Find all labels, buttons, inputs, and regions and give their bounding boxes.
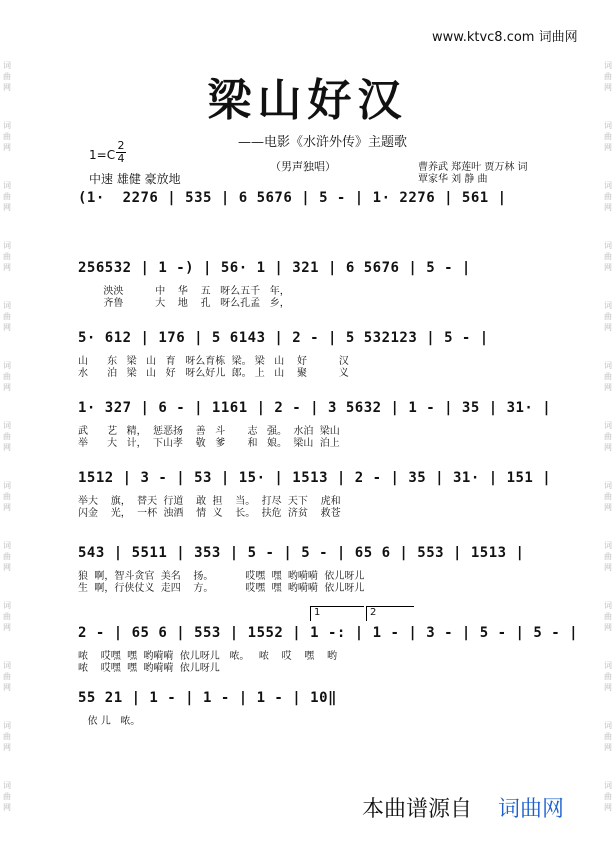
score-row	[78, 470, 561, 519]
watermark-char: 词	[604, 541, 612, 550]
song-subtitle: ——电影《水浒外传》主题歌	[238, 135, 408, 150]
watermark-char: 词	[604, 481, 612, 490]
score-row	[78, 330, 548, 379]
watermark-char: 词	[3, 541, 11, 550]
watermark-char: 词	[604, 301, 612, 310]
watermark-char: 网	[3, 623, 11, 632]
watermark-char: 曲	[604, 552, 612, 561]
watermark-char: 词	[3, 601, 11, 610]
watermark-char: 曲	[604, 72, 612, 81]
volta-first: 1	[310, 606, 364, 621]
watermark-char: 曲	[3, 252, 11, 261]
notation-line: 256532 | 1 -) | 56· 1 | 321 | 6 5676 | 5 - |	[78, 260, 480, 276]
watermark-char: 词	[3, 61, 11, 70]
watermark-char: 网	[3, 83, 11, 92]
lyric-line: 依 儿 哝。	[78, 716, 141, 727]
watermark-char: 网	[604, 803, 612, 812]
watermark-char: 网	[3, 503, 11, 512]
site-header: www.ktvc8.com 词曲网	[432, 30, 578, 45]
notation-line: 5· 612 | 176 | 5 6143 | 2 - | 5 532123 | 5 - |	[78, 330, 498, 346]
watermark-char: 曲	[3, 72, 11, 81]
watermark-char: 曲	[3, 612, 11, 621]
watermark-char: 网	[604, 443, 612, 452]
watermark-char: 曲	[604, 132, 612, 141]
watermark-char: 曲	[3, 432, 11, 441]
watermark-char: 网	[604, 143, 612, 152]
lyric-line: 闪金 光， 一杯 浊酒 情 义 长。 扶危 济贫 救苍	[78, 508, 341, 519]
lyric-line: 齐鲁 大 地 孔 呀么孔孟 乡，	[78, 298, 290, 309]
time-signature-bottom: 4	[117, 152, 125, 165]
watermark-char: 词	[3, 721, 11, 730]
watermark-char: 曲	[604, 192, 612, 201]
watermark-char: 网	[3, 203, 11, 212]
notation-line: (1· 2276 | 535 | 6 5676 | 5 - | 1· 2276 | 561 |	[78, 190, 516, 206]
notation-line: 1512 | 3 - | 53 | 15· | 1513 | 2 - | 35 | 31· | 151 |	[78, 470, 561, 486]
watermark-char: 词	[3, 481, 11, 490]
watermark-char: 词	[3, 121, 11, 130]
score-row	[78, 625, 587, 674]
notation-line: 1· 327 | 6 - | 1161 | 2 - | 3 5632 | 1 - | 35 | 31· |	[78, 400, 561, 416]
footer-source-text: 本曲谱源自	[362, 797, 473, 822]
watermark-char: 网	[3, 263, 11, 272]
watermark-char: 曲	[604, 612, 612, 621]
score-row	[78, 190, 548, 230]
watermark-char: 曲	[604, 732, 612, 741]
watermark-char: 曲	[604, 312, 612, 321]
watermark-char: 词	[3, 301, 11, 310]
watermark-char: 曲	[604, 672, 612, 681]
watermark-char: 曲	[3, 372, 11, 381]
composer-credit: 覃家华 刘 静 曲	[418, 174, 488, 185]
watermark-char: 网	[3, 743, 11, 752]
watermark-char: 网	[3, 803, 11, 812]
lyric-line: 水 泊 梁 山 好 呀么好儿 郎。 上 山 聚 义	[78, 368, 349, 379]
watermark-char: 词	[3, 661, 11, 670]
watermark-char: 词	[604, 721, 612, 730]
key-signature: 1=C	[89, 148, 116, 162]
watermark-char: 曲	[3, 492, 11, 501]
watermark-char: 网	[3, 443, 11, 452]
watermark-char: 网	[604, 203, 612, 212]
lyric-line: 举大 旗， 替天 行道 敢 担 当。 打尽 天下 虎和	[78, 496, 341, 507]
watermark-char: 曲	[604, 792, 612, 801]
lyric-line: 山 东 梁 山 育 呀么育栋 梁。 梁 山 好 汉	[78, 356, 349, 367]
notation-line: 2 - | 65 6 | 553 | 1552 | 1 -: | 1 - | 3 - | 5 - | 5 - |	[78, 625, 587, 641]
watermark-char: 网	[3, 143, 11, 152]
watermark-char: 网	[604, 263, 612, 272]
watermark-char: 曲	[3, 792, 11, 801]
time-signature	[116, 140, 126, 165]
voice-type: （男声独唱）	[270, 160, 336, 173]
tempo-marking: 中速 雄健 豪放地	[89, 172, 181, 186]
watermark-char: 词	[604, 241, 612, 250]
watermark-char: 词	[3, 421, 11, 430]
lyric-line: 泱泱 中 华 五 呀么五千 年，	[78, 286, 290, 297]
watermark-char: 词	[604, 601, 612, 610]
watermark-char: 曲	[604, 252, 612, 261]
watermark-char: 词	[3, 241, 11, 250]
watermark-char: 曲	[604, 492, 612, 501]
watermark-char: 词	[3, 781, 11, 790]
watermark-char: 词	[604, 361, 612, 370]
watermark-char: 词	[3, 181, 11, 190]
footer-site-name: 词曲网	[498, 797, 565, 822]
watermark-char: 网	[604, 743, 612, 752]
watermark-char: 曲	[3, 132, 11, 141]
watermark-char: 曲	[3, 732, 11, 741]
lyric-line: 狼 啊，智斗贪官 美名 扬。 哎嘿 嘿 哟嗬嗬 依儿呀儿	[78, 571, 365, 582]
watermark-char: 词	[604, 61, 612, 70]
watermark-char: 网	[604, 83, 612, 92]
watermark-char: 曲	[604, 432, 612, 441]
watermark-char: 词	[3, 361, 11, 370]
watermark-char: 网	[3, 683, 11, 692]
score-row	[78, 690, 548, 730]
lyric-line: 举 大 计， 下山孝 敬 爹 和 娘。 梁山 泊上	[78, 438, 340, 449]
watermark-char: 曲	[3, 312, 11, 321]
watermark-char: 曲	[3, 672, 11, 681]
watermark-char: 曲	[3, 552, 11, 561]
watermark-char: 词	[604, 421, 612, 430]
volta-second: 2	[366, 606, 414, 621]
watermark-char: 网	[604, 323, 612, 332]
time-signature-top: 2	[117, 139, 125, 152]
score-row	[78, 545, 548, 594]
watermark-char: 网	[3, 323, 11, 332]
watermark-char: 词	[604, 781, 612, 790]
score-row	[78, 260, 548, 309]
lyric-line: 生 啊，行侠仗义 走四 方。 哎嘿 嘿 哟嗬嗬 依儿呀儿	[78, 583, 365, 594]
lyricist-credit: 曹养武 郑莲叶 贾万林 词	[418, 162, 528, 173]
watermark-char: 网	[604, 623, 612, 632]
watermark-char: 曲	[3, 192, 11, 201]
watermark-char: 网	[604, 503, 612, 512]
song-title: 梁山好汉	[207, 75, 408, 126]
watermark-char: 网	[3, 563, 11, 572]
watermark-char: 网	[604, 683, 612, 692]
watermark-char: 词	[604, 181, 612, 190]
notation-line: 55 21 | 1 - | 1 - | 1 - | 10‖	[78, 690, 337, 706]
watermark-char: 网	[604, 563, 612, 572]
lyric-line: 哝 哎嘿 嘿 哟嗬嗬 依儿呀儿 哝。 哝 哎 嘿 哟	[78, 651, 338, 662]
notation-line: 543 | 5511 | 353 | 5 - | 5 - | 65 6 | 553 | 1513 |	[78, 545, 534, 561]
watermark-char: 网	[604, 383, 612, 392]
watermark-char: 词	[604, 661, 612, 670]
watermark-char: 网	[3, 383, 11, 392]
watermark-char: 曲	[604, 372, 612, 381]
watermark-char: 词	[604, 121, 612, 130]
lyric-line: 武 艺 精， 惩恶扬 善 斗 志 强。 水泊 梁山	[78, 426, 340, 437]
lyric-line: 哝 哎嘿 嘿 哟嗬嗬 依儿呀儿	[78, 663, 220, 674]
score-row	[78, 400, 561, 449]
